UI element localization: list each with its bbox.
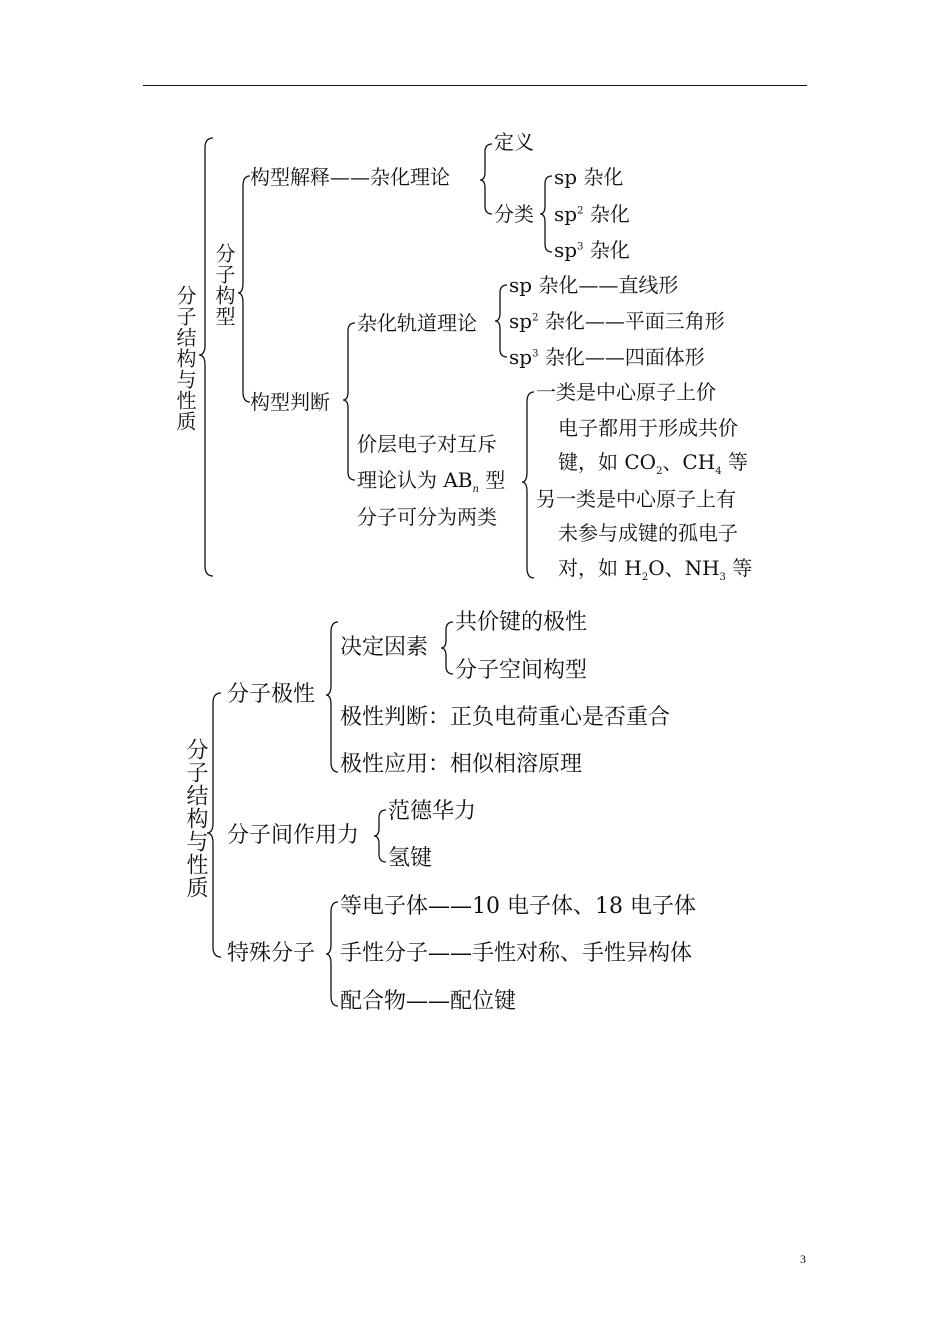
explain-dash: —— [330,165,370,189]
shape-tetra [509,347,705,367]
theory-brace [480,144,492,214]
judge-label: 构型判断 [250,390,330,414]
sp-text: sp [509,273,533,297]
explain-line [250,167,450,187]
sp3-sup: 3 [577,241,584,253]
ch4-sub: 4 [715,466,722,477]
sp-text: sp [554,165,578,189]
type2-line-2: 未参与成键的孤电子 [558,521,738,545]
sp2-sup: 2 [532,312,539,324]
hybrid-text: 杂化 [589,202,630,226]
hybrid-text: 杂化 [589,238,630,262]
vsepr-abn: 理论认为 AB [357,468,473,492]
dash: —— [584,309,625,333]
classify-brace [540,176,552,252]
sp2-sup: 2 [577,205,584,217]
nh3-text: O、NH [648,556,720,580]
orbital-theory-label: 杂化轨道理论 [357,311,477,335]
sp2-hybrid [554,204,630,224]
vsepr-line-3: 分子可分为两类 [357,505,497,529]
explain-theory: 杂化理论 [370,165,450,189]
dash: —— [578,273,619,297]
vsepr-sub-n: n [472,484,479,495]
ch4-text: 、CH [662,450,716,474]
dash: —— [584,345,625,369]
sp3-text: sp [509,345,533,369]
factors-brace [441,622,453,674]
special-label: 特殊分子 [227,941,316,966]
co2-text: 键，如 CO [558,450,657,474]
root2-brace [207,693,221,957]
hybrid-text: 杂化 [544,309,585,333]
hbond-label: 氢键 [388,846,433,871]
shape-linear [509,275,678,295]
polarity-judge: 极性判断：正负电荷重心是否重合 [340,705,671,730]
sp3-sup: 3 [532,348,539,360]
special-chiral: 手性分子——手性对称、手性异构体 [340,941,693,966]
hybrid-text: 杂化 [583,165,624,189]
root2-label: 分子结构与性质 [183,738,208,899]
polarity-label: 分子极性 [227,682,316,707]
tetra-text: 四面体形 [624,345,705,369]
type2-line-1: 另一类是中心原子上有 [536,487,736,511]
factor-2: 分子空间构型 [455,658,588,683]
type1-line-3 [558,450,748,477]
special-brace [326,902,338,1006]
type2-line-3 [558,556,753,583]
sp3-text: sp [554,238,578,262]
etc-text: 等 [725,556,753,580]
root-brace [199,138,213,576]
factor-1: 共价键的极性 [455,610,588,635]
explain-label: 构型解释 [250,165,330,189]
special-iso: 等电子体——10 电子体、18 电子体 [340,894,696,919]
forces-brace [374,810,386,862]
hybrid-text: 杂化 [538,273,579,297]
sp2-text: sp [509,309,533,333]
type1-line-2: 电子都用于形成共价 [558,416,738,440]
vsepr-type: 型 [478,468,506,492]
branch-brace [238,176,250,402]
classify-label: 分类 [494,202,534,226]
sp-hybrid [554,167,623,187]
type1-line-1: 一类是中心原子上价 [536,380,716,404]
definition-label: 定义 [494,130,534,154]
linear-text: 直线形 [618,273,679,297]
branch-label: 分子构型 [212,243,236,327]
nh3-sub: 3 [719,572,726,583]
shape-trigonal [509,311,725,331]
page-number: 3 [800,1252,806,1266]
forces-label: 分子间作用力 [227,823,360,848]
vsepr-line-1: 价层电子对互斥 [357,432,497,456]
sp3-hybrid [554,240,630,260]
root-label: 分子结构与性质 [173,285,197,432]
h2o-text: 对，如 H [558,556,642,580]
etc-text: 等 [721,450,748,474]
polarity-brace [326,622,338,772]
orbital-brace [495,285,507,357]
judge-brace [343,323,355,480]
vdw-label: 范德华力 [388,799,477,824]
hybrid-text: 杂化 [544,345,585,369]
trigonal-text: 平面三角形 [624,309,725,333]
vsepr-brace [522,392,534,578]
h2o-sub: 2 [641,572,649,583]
co2-sub: 2 [656,466,663,477]
vsepr-line-2 [357,468,506,495]
factors-label: 决定因素 [340,635,429,660]
sp2-text: sp [554,202,578,226]
polarity-apply: 极性应用：相似相溶原理 [340,752,583,777]
special-complex: 配合物——配位键 [340,989,517,1014]
